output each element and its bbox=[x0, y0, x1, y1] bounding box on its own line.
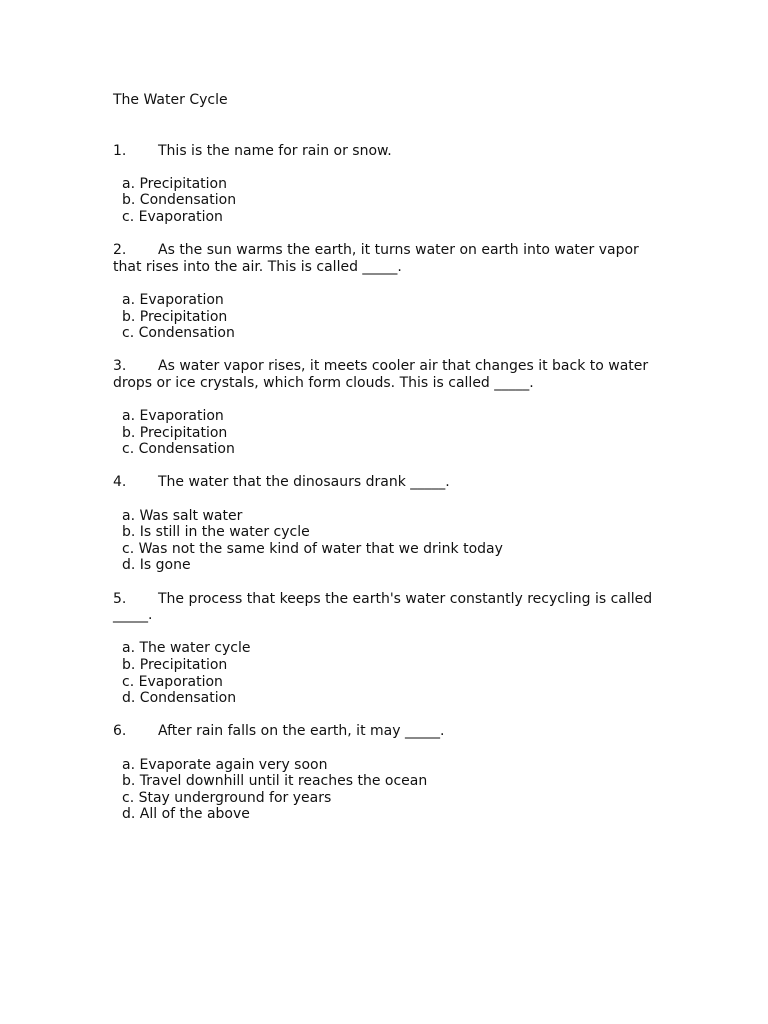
answer-option: d. All of the above bbox=[122, 806, 250, 823]
answer-option: b. Precipitation bbox=[122, 308, 228, 325]
question-text: The water that the dinosaurs drank _____. bbox=[158, 474, 450, 491]
answer-options bbox=[113, 640, 658, 706]
answer-options bbox=[113, 757, 658, 823]
answer-option: c. Stay underground for years bbox=[122, 789, 332, 806]
question-number: 5. bbox=[113, 590, 127, 607]
question-stem bbox=[113, 143, 658, 160]
answer-option: b. Condensation bbox=[122, 192, 237, 209]
answer-option: b. Travel downhill until it reaches the ocean bbox=[122, 773, 428, 790]
question-number: 2. bbox=[113, 242, 127, 259]
question-1 bbox=[113, 143, 658, 226]
question-2 bbox=[113, 242, 658, 342]
question-5 bbox=[113, 591, 658, 707]
answer-option: b. Precipitation bbox=[122, 424, 228, 441]
question-number: 1. bbox=[113, 142, 127, 159]
answer-option: a. Evaporation bbox=[122, 291, 224, 308]
question-text: As the sun warms the earth, it turns water on earth into water vapor that rises into the air. This is called _____. bbox=[113, 242, 639, 275]
question-number: 3. bbox=[113, 358, 127, 375]
answer-option: a. Was salt water bbox=[122, 507, 243, 524]
question-6 bbox=[113, 723, 658, 823]
answer-option: a. Evaporate again very soon bbox=[122, 756, 328, 773]
question-stem bbox=[113, 358, 658, 391]
answer-options bbox=[113, 408, 658, 458]
question-4 bbox=[113, 474, 658, 574]
answer-option: b. Is still in the water cycle bbox=[122, 524, 310, 541]
question-text: As water vapor rises, it meets cooler air that changes it back to water drops or ice crystals, which form clouds. This is called _____. bbox=[113, 358, 649, 391]
answer-option: a. Evaporation bbox=[122, 408, 224, 425]
answer-option: b. Precipitation bbox=[122, 657, 228, 673]
question-text: The process that keeps the earth's water constantly recycling is called _____. bbox=[113, 590, 653, 624]
question-text: This is the name for rain or snow. bbox=[158, 142, 392, 159]
answer-option: c. Evaporation bbox=[122, 208, 223, 225]
question-3 bbox=[113, 358, 658, 458]
answer-option: d. Condensation bbox=[122, 690, 237, 707]
question-stem bbox=[113, 591, 658, 624]
worksheet-page bbox=[113, 92, 658, 840]
answer-option: c. Was not the same kind of water that we drink today bbox=[122, 540, 503, 557]
answer-options bbox=[113, 508, 658, 574]
question-text: After rain falls on the earth, it may _____. bbox=[158, 723, 445, 740]
answer-option: c. Condensation bbox=[122, 325, 235, 342]
answer-options bbox=[113, 176, 658, 226]
worksheet-title: The Water Cycle bbox=[113, 92, 228, 108]
answer-option: a. Precipitation bbox=[122, 175, 227, 192]
question-stem bbox=[113, 723, 658, 740]
question-number: 6. bbox=[113, 723, 127, 740]
answer-option: a. The water cycle bbox=[122, 640, 251, 657]
question-stem bbox=[113, 474, 658, 491]
answer-option: c. Condensation bbox=[122, 441, 235, 458]
answer-options bbox=[113, 292, 658, 342]
answer-option: c. Evaporation bbox=[122, 673, 223, 690]
answer-option: d. Is gone bbox=[122, 557, 191, 574]
question-stem bbox=[113, 242, 658, 275]
question-number: 4. bbox=[113, 474, 127, 491]
